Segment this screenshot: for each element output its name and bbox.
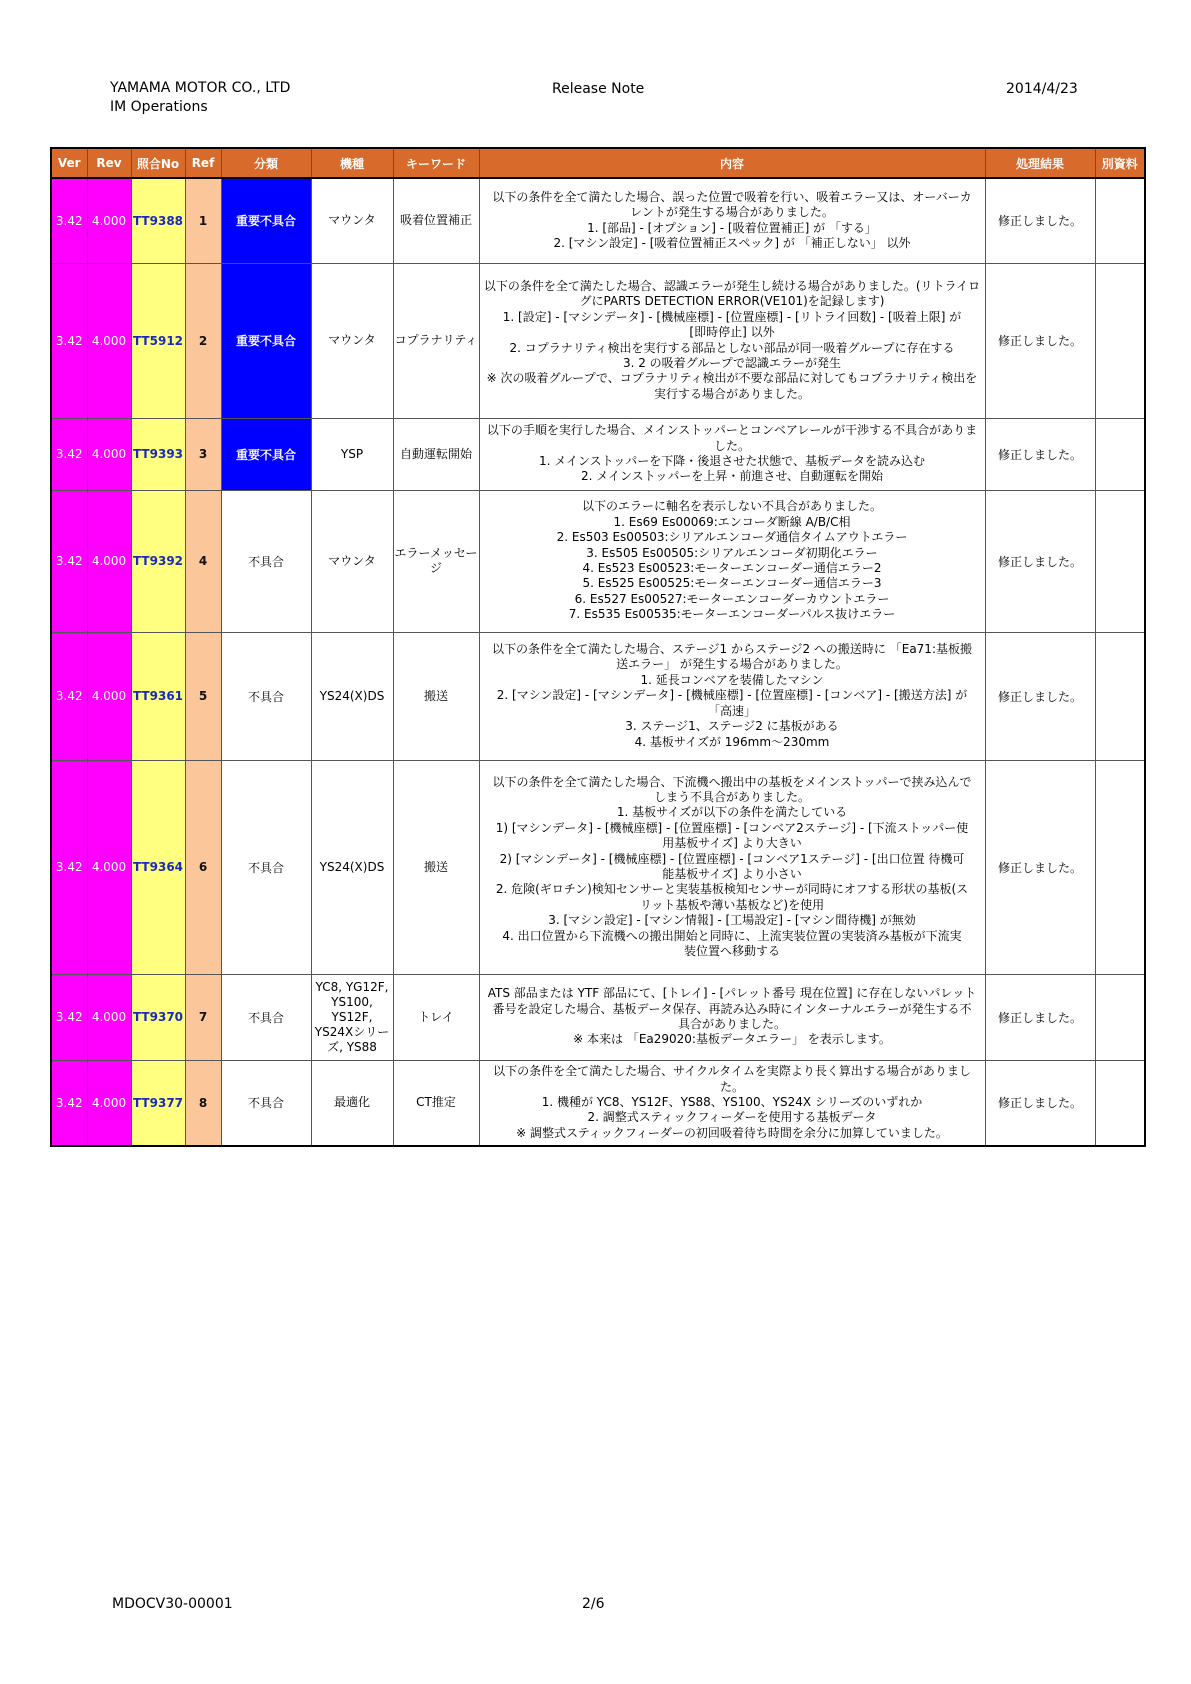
result-cell: 修正しました。: [985, 178, 1095, 263]
keyword-cell: 吸着位置補正: [393, 178, 479, 263]
attachment-cell: [1095, 263, 1145, 418]
column-header-keyword: キーワード: [393, 148, 479, 178]
content-line: 6. Es527 Es00527:モーターエンコーダーカウントエラー: [574, 591, 890, 606]
revision-cell: 4.000: [87, 490, 131, 632]
content-line: 番号を設定した場合、基板データ保存、再読み込み時にインターナルエラーが発生する不: [492, 1001, 972, 1016]
content-line: ※ 調整式スティックフィーダーの初回吸着待ち時間を余分に加算していました。: [516, 1125, 948, 1140]
content-line: 3. 2 の吸着グループで認識エラーが発生: [622, 355, 842, 370]
column-header-ref: Ref: [185, 148, 221, 178]
control-number-cell: TT9393: [131, 418, 185, 490]
model-cell: マウンタ: [311, 263, 393, 418]
ref-number-cell: 4: [185, 490, 221, 632]
content-line: 以下の手順を実行した場合、メインストッパーとコンベアレールが干渉する不具合がありま: [486, 423, 978, 438]
content-line: 能基板サイズ] より小さい: [662, 867, 802, 881]
department-name: IM Operations: [110, 99, 208, 115]
control-number-cell: TT9361: [131, 632, 185, 760]
content-line: グにPARTS DETECTION ERROR(VE101)を記録します): [579, 294, 885, 309]
content-line: 以下の条件を全て満たした場合、認識エラーが発生し続ける場合がありました。(リトライロ: [483, 278, 981, 293]
model-cell: YS24(X)DS: [311, 632, 393, 760]
table-row: [51, 418, 1145, 490]
model-cell: YC8, YG12F, YS100, YS12F, YS24Xシリーズ, YS88: [311, 974, 393, 1060]
content-cell: [479, 974, 985, 1060]
version-cell: 3.42: [51, 418, 87, 490]
revision-cell: 4.000: [87, 632, 131, 760]
content-line: 1. 延長コンベアを装備したマシン: [640, 672, 824, 687]
content-line: 1. [部品] - [オプション] - [吸着位置補正] が 「する」: [587, 220, 877, 235]
content-line: レントが発生する場合がありました。: [630, 205, 834, 220]
control-number-cell: TT9377: [131, 1060, 185, 1146]
content-cell: [479, 632, 985, 760]
attachment-cell: [1095, 178, 1145, 263]
control-number-cell: TT9392: [131, 490, 185, 632]
content-cell: [479, 418, 985, 490]
ref-number-cell: 7: [185, 974, 221, 1060]
attachment-cell: [1095, 974, 1145, 1060]
keyword-cell: 自動運転開始: [393, 418, 479, 490]
content-line: 送エラー」 が発生する場合がありました。: [616, 657, 848, 672]
content-line: [即時停止] 以外: [689, 325, 775, 340]
table-row: [51, 632, 1145, 760]
content-line: 以下の条件を全て満たした場合、ステージ1 からステージ2 への搬送時に 「Ea71:基板搬: [491, 642, 972, 657]
document-title: Release Note: [552, 81, 645, 97]
content-line: 用基板サイズ] より大きい: [662, 836, 802, 851]
category-cell: 不具合: [221, 490, 311, 632]
result-cell: 修正しました。: [985, 632, 1095, 760]
content-cell: [479, 263, 985, 418]
content-line: 3. Es505 Es00505:シリアルエンコーダ初期化エラー: [586, 545, 878, 560]
content-line: 3. [マシン設定] - [マシン情報] - [工場設定] - [マシン間待機] が無効: [548, 913, 916, 928]
result-cell: 修正しました。: [985, 490, 1095, 632]
content-line: 以下の条件を全て満たした場合、下流機へ搬出中の基板をメインストッパーで挟み込んで: [492, 774, 972, 789]
category-cell: 不具合: [221, 760, 311, 974]
revision-cell: 4.000: [87, 418, 131, 490]
ref-number-cell: 6: [185, 760, 221, 974]
attachment-cell: [1095, 490, 1145, 632]
content-line: 1) [マシンデータ] - [機械座標] - [位置座標] - [コンベア2ステージ] - [下流ストッパー使: [495, 820, 969, 835]
result-cell: 修正しました。: [985, 974, 1095, 1060]
content-cell: [479, 490, 985, 632]
control-number-cell: TT5912: [131, 263, 185, 418]
content-line: 「高速」: [707, 703, 756, 718]
keyword-cell: CT推定: [393, 1060, 479, 1146]
content-cell: [479, 1060, 985, 1146]
keyword-cell: 搬送: [393, 632, 479, 760]
result-cell: 修正しました。: [985, 418, 1095, 490]
version-cell: 3.42: [51, 490, 87, 632]
revision-cell: 4.000: [87, 178, 131, 263]
table-header-row: [51, 148, 1145, 178]
content-line: 具合がありました。: [677, 1017, 786, 1031]
model-cell: マウンタ: [311, 490, 393, 632]
content-line: ※ 本来は 「Ea29020:基板データエラー」 を表示します。: [573, 1032, 891, 1047]
content-line: 2) [マシンデータ] - [機械座標] - [位置座標] - [コンベア1ステージ] - [出口位置 待機可: [499, 851, 965, 866]
content-line: ATS 部品または YTF 部品にて、[トレイ] - [パレット番号 現在位置] に存在しないパレット: [487, 986, 977, 1001]
content-line: 1. 基板サイズが以下の条件を満たしている: [616, 805, 848, 820]
content-line: 装位置へ移動する: [683, 944, 780, 959]
content-cell: [479, 760, 985, 974]
category-cell: 不具合: [221, 632, 311, 760]
category-cell: 不具合: [221, 1060, 311, 1146]
column-header-rev: Rev: [87, 148, 131, 178]
attachment-cell: [1095, 418, 1145, 490]
category-cell: 不具合: [221, 974, 311, 1060]
content-line: しまう不具合がありました。: [653, 789, 810, 804]
table-row: [51, 178, 1145, 263]
column-header-result: 処理結果: [985, 148, 1095, 178]
version-cell: 3.42: [51, 632, 87, 760]
column-header-extra: 別資料: [1095, 148, 1145, 178]
model-cell: 最適化: [311, 1060, 393, 1146]
result-cell: 修正しました。: [985, 760, 1095, 974]
content-line: 実行する場合がありました。: [653, 386, 810, 401]
control-number-cell: TT9370: [131, 974, 185, 1060]
content-line: 2. コプラナリティ検出を実行する部品としない部品が同一吸着グループに存在する: [509, 340, 955, 355]
content-line: 以下の条件を全て満たした場合、サイクルタイムを実際より長く算出する場合がありまし: [493, 1064, 971, 1079]
column-header-control-no: 照合No: [131, 148, 185, 178]
result-cell: 修正しました。: [985, 263, 1095, 418]
table-row: [51, 760, 1145, 974]
column-header-model: 機種: [311, 148, 393, 178]
ref-number-cell: 2: [185, 263, 221, 418]
table-row: [51, 490, 1145, 632]
column-header-content: 内容: [479, 148, 985, 178]
content-line: 2. Es503 Es00503:シリアルエンコーダ通信タイムアウトエラー: [556, 530, 908, 545]
table-row: [51, 974, 1145, 1060]
content-line: 1. 機種が YC8、YS12F、YS88、YS100、YS24X シリーズのいずれか: [541, 1095, 923, 1110]
attachment-cell: [1095, 632, 1145, 760]
document-date: 2014/4/23: [1006, 81, 1078, 97]
ref-number-cell: 5: [185, 632, 221, 760]
content-line: 2. [マシン設定] - [マシンデータ] - [機械座標] - [位置座標] - [コンベア] - [搬送方法] が: [496, 688, 968, 703]
page-number: 2/6: [582, 1596, 605, 1612]
version-cell: 3.42: [51, 760, 87, 974]
content-line: 4. Es523 Es00523:モーターエンコーダー通信エラー2: [582, 561, 882, 575]
version-cell: 3.42: [51, 178, 87, 263]
ref-number-cell: 1: [185, 178, 221, 263]
column-header-category: 分類: [221, 148, 311, 178]
content-line: 4. 出口位置から下流機への搬出開始と同時に、上流実装位置の実装済み基板が下流実: [502, 928, 962, 943]
content-line: た。: [719, 1079, 744, 1094]
content-line: 2. 危険(ギロチン)検知センサーと実装基板検知センサーが同時にオフする形状の基板(ス: [495, 882, 969, 897]
content-line: 7. Es535 Es00535:モーターエンコーダーパルス抜けエラー: [568, 607, 896, 622]
document-id: MDOCV30-00001: [112, 1596, 233, 1612]
keyword-cell: トレイ: [393, 974, 479, 1060]
content-line: した。: [713, 438, 750, 453]
model-cell: YSP: [311, 418, 393, 490]
content-line: 2. 調整式スティックフィーダーを使用する基板データ: [587, 1110, 877, 1125]
content-line: 以下の条件を全て満たした場合、誤った位置で吸着を行い、吸着エラー又は、オーバーカ: [492, 189, 972, 204]
version-cell: 3.42: [51, 263, 87, 418]
result-cell: 修正しました。: [985, 1060, 1095, 1146]
revision-cell: 4.000: [87, 1060, 131, 1146]
version-cell: 3.42: [51, 1060, 87, 1146]
content-cell: [479, 178, 985, 263]
content-line: リット基板や薄い基板など)を使用: [639, 897, 825, 912]
content-line: 以下のエラーに軸名を表示しない不具合がありました。: [581, 499, 882, 514]
category-cell: 重要不具合: [221, 263, 311, 418]
attachment-cell: [1095, 760, 1145, 974]
version-cell: 3.42: [51, 974, 87, 1060]
content-line: 1. メインストッパーを下降・後退させた状態で、基板データを読み込む: [538, 454, 926, 468]
revision-cell: 4.000: [87, 760, 131, 974]
column-header-ver: Ver: [51, 148, 87, 178]
content-line: 5. Es525 Es00525:モーターエンコーダー通信エラー3: [582, 576, 882, 591]
keyword-cell: コプラナリティ: [393, 263, 479, 418]
content-line: 2. [マシン設定] - [吸着位置補正スペック] が 「補正しない」 以外: [553, 236, 911, 251]
revision-cell: 4.000: [87, 263, 131, 418]
company-name: YAMAMA MOTOR CO., LTD: [110, 80, 291, 96]
control-number-cell: TT9364: [131, 760, 185, 974]
table-row: [51, 263, 1145, 418]
content-line: ※ 次の吸着グループで、コプラナリティ検出が不要な部品に対してもコプラナリティ検出を: [486, 371, 978, 386]
keyword-cell: エラーメッセージ: [393, 490, 479, 632]
control-number-cell: TT9388: [131, 178, 185, 263]
category-cell: 重要不具合: [221, 178, 311, 263]
content-line: 1. [設定] - [マシンデータ] - [機械座標] - [位置座標] - [リトライ回数] - [吸着上限] が: [502, 309, 962, 324]
release-note-table: [50, 147, 1146, 1147]
table-row: [51, 1060, 1145, 1146]
ref-number-cell: 3: [185, 418, 221, 490]
model-cell: マウンタ: [311, 178, 393, 263]
model-cell: YS24(X)DS: [311, 760, 393, 974]
content-line: 3. ステージ1、ステージ2 に基板がある: [625, 719, 839, 734]
category-cell: 重要不具合: [221, 418, 311, 490]
attachment-cell: [1095, 1060, 1145, 1146]
keyword-cell: 搬送: [393, 760, 479, 974]
content-line: 1. Es69 Es00069:エンコーダ断線 A/B/C相: [613, 514, 851, 529]
content-line: 2. メインストッパーを上昇・前進させ、自動運転を開始: [581, 469, 883, 484]
ref-number-cell: 8: [185, 1060, 221, 1146]
content-line: 4. 基板サイズが 196mm～230mm: [634, 734, 830, 749]
revision-cell: 4.000: [87, 974, 131, 1060]
